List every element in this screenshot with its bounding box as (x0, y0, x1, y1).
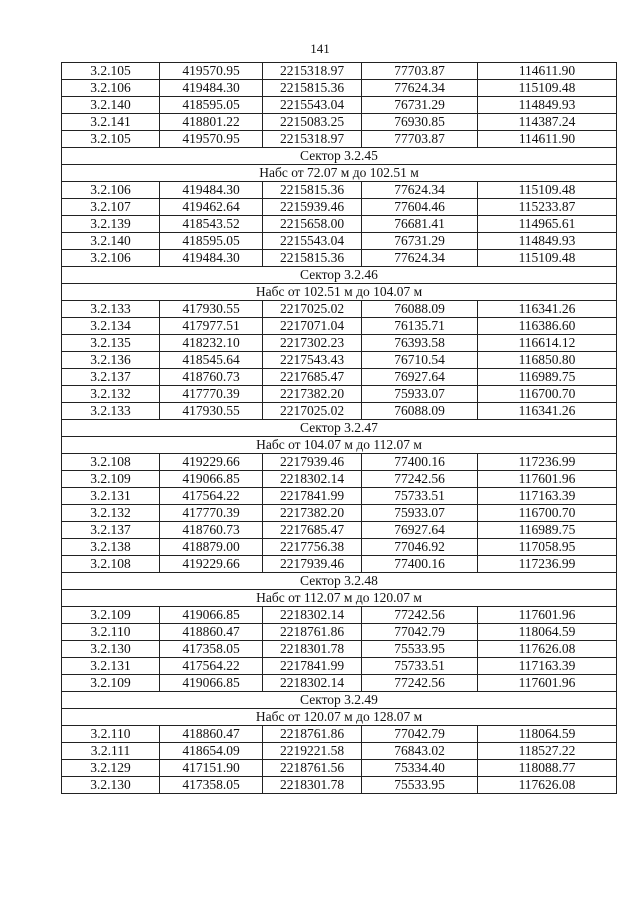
table-row (62, 488, 617, 505)
coord-x1-cell: 418879.00 (160, 539, 263, 556)
table-row (62, 556, 617, 573)
coord-y1-cell: 2217841.99 (263, 658, 362, 675)
coord-y2-cell: 118064.59 (478, 624, 617, 641)
coord-y1-cell: 2217025.02 (263, 403, 362, 420)
point-id-cell: 3.2.109 (62, 607, 160, 624)
point-id-cell: 3.2.106 (62, 182, 160, 199)
coord-x1-cell: 419066.85 (160, 471, 263, 488)
table-row (62, 743, 617, 760)
coord-y2-cell: 117236.99 (478, 556, 617, 573)
point-id-cell: 3.2.111 (62, 743, 160, 760)
coord-x1-cell: 417358.05 (160, 641, 263, 658)
coord-x1-cell: 417930.55 (160, 403, 263, 420)
coord-x2-cell: 77242.56 (362, 471, 478, 488)
coord-x2-cell: 77242.56 (362, 675, 478, 692)
point-id-cell: 3.2.109 (62, 675, 160, 692)
sector-range-row (62, 590, 617, 607)
point-id-cell: 3.2.141 (62, 114, 160, 131)
point-id-cell: 3.2.136 (62, 352, 160, 369)
point-id-cell: 3.2.133 (62, 301, 160, 318)
point-id-cell: 3.2.137 (62, 522, 160, 539)
coord-y1-cell: 2215658.00 (263, 216, 362, 233)
coord-y2-cell: 116989.75 (478, 369, 617, 386)
coord-x2-cell: 77604.46 (362, 199, 478, 216)
coord-x2-cell: 77624.34 (362, 250, 478, 267)
table-row (62, 63, 617, 80)
page-number: 141 (310, 41, 330, 56)
coord-x2-cell: 77624.34 (362, 182, 478, 199)
coord-y1-cell: 2215815.36 (263, 250, 362, 267)
coord-y2-cell: 114965.61 (478, 216, 617, 233)
point-id-cell: 3.2.110 (62, 726, 160, 743)
coord-x2-cell: 77046.92 (362, 539, 478, 556)
coord-y2-cell: 117163.39 (478, 658, 617, 675)
coord-x1-cell: 418760.73 (160, 522, 263, 539)
coord-x2-cell: 77400.16 (362, 556, 478, 573)
coord-y2-cell: 114849.93 (478, 97, 617, 114)
table-row (62, 777, 617, 794)
table-row (62, 80, 617, 97)
table-row (62, 369, 617, 386)
point-id-cell: 3.2.137 (62, 369, 160, 386)
point-id-cell: 3.2.108 (62, 556, 160, 573)
point-id-cell: 3.2.138 (62, 539, 160, 556)
sector-height-range: Набс от 104.07 м до 112.07 м (62, 437, 617, 454)
sector-header-row (62, 148, 617, 165)
coord-x1-cell: 418545.64 (160, 352, 263, 369)
table-row (62, 131, 617, 148)
coord-y1-cell: 2215318.97 (263, 63, 362, 80)
coord-x2-cell: 76088.09 (362, 403, 478, 420)
coord-y2-cell: 118064.59 (478, 726, 617, 743)
point-id-cell: 3.2.130 (62, 777, 160, 794)
table-row (62, 250, 617, 267)
sector-height-range: Набс от 112.07 м до 120.07 м (62, 590, 617, 607)
table-row (62, 216, 617, 233)
table-row (62, 114, 617, 131)
coord-y2-cell: 115109.48 (478, 182, 617, 199)
table-row (62, 641, 617, 658)
coord-y2-cell: 116341.26 (478, 301, 617, 318)
table-row (62, 522, 617, 539)
coord-y2-cell: 117236.99 (478, 454, 617, 471)
coord-y1-cell: 2217685.47 (263, 522, 362, 539)
point-id-cell: 3.2.129 (62, 760, 160, 777)
coord-x2-cell: 76927.64 (362, 369, 478, 386)
coord-x1-cell: 418860.47 (160, 624, 263, 641)
coord-x1-cell: 417930.55 (160, 301, 263, 318)
coord-y2-cell: 116614.12 (478, 335, 617, 352)
coord-y1-cell: 2217071.04 (263, 318, 362, 335)
point-id-cell: 3.2.134 (62, 318, 160, 335)
table-row (62, 658, 617, 675)
coord-x1-cell: 417358.05 (160, 777, 263, 794)
coord-y2-cell: 117601.96 (478, 471, 617, 488)
coord-x2-cell: 76731.29 (362, 97, 478, 114)
point-id-cell: 3.2.140 (62, 97, 160, 114)
sector-header-row (62, 267, 617, 284)
sector-title: Сектор 3.2.47 (62, 420, 617, 437)
table-row (62, 301, 617, 318)
coord-y1-cell: 2218302.14 (263, 675, 362, 692)
coord-x1-cell: 417564.22 (160, 488, 263, 505)
coord-y1-cell: 2215815.36 (263, 80, 362, 97)
coord-x1-cell: 417977.51 (160, 318, 263, 335)
coord-y2-cell: 115109.48 (478, 80, 617, 97)
coord-y2-cell: 115233.87 (478, 199, 617, 216)
coordinates-table (61, 62, 617, 794)
coord-x1-cell: 418595.05 (160, 97, 263, 114)
coord-y1-cell: 2217302.23 (263, 335, 362, 352)
coord-x1-cell: 418860.47 (160, 726, 263, 743)
coord-y1-cell: 2218301.78 (263, 641, 362, 658)
coord-y1-cell: 2218761.86 (263, 624, 362, 641)
coord-x2-cell: 76843.02 (362, 743, 478, 760)
table-row (62, 403, 617, 420)
coord-y2-cell: 115109.48 (478, 250, 617, 267)
coord-y1-cell: 2217025.02 (263, 301, 362, 318)
sector-header-row (62, 573, 617, 590)
coord-x1-cell: 419462.64 (160, 199, 263, 216)
coord-x2-cell: 75933.07 (362, 505, 478, 522)
coord-y2-cell: 114849.93 (478, 233, 617, 250)
coord-y1-cell: 2218302.14 (263, 607, 362, 624)
sector-range-row (62, 284, 617, 301)
coord-y2-cell: 117601.96 (478, 607, 617, 624)
point-id-cell: 3.2.132 (62, 505, 160, 522)
coord-x2-cell: 75733.51 (362, 488, 478, 505)
coord-x1-cell: 419570.95 (160, 63, 263, 80)
coord-y2-cell: 116850.80 (478, 352, 617, 369)
coord-x2-cell: 75733.51 (362, 658, 478, 675)
coord-y1-cell: 2219221.58 (263, 743, 362, 760)
coord-x2-cell: 77400.16 (362, 454, 478, 471)
point-id-cell: 3.2.130 (62, 641, 160, 658)
coord-y1-cell: 2218761.56 (263, 760, 362, 777)
point-id-cell: 3.2.131 (62, 488, 160, 505)
sector-range-row (62, 437, 617, 454)
table-row (62, 471, 617, 488)
coord-y2-cell: 114387.24 (478, 114, 617, 131)
coord-y2-cell: 116700.70 (478, 386, 617, 403)
coord-y1-cell: 2215543.04 (263, 97, 362, 114)
table-row (62, 318, 617, 335)
coord-y1-cell: 2217841.99 (263, 488, 362, 505)
point-id-cell: 3.2.106 (62, 80, 160, 97)
coord-x1-cell: 419484.30 (160, 182, 263, 199)
coord-x2-cell: 77624.34 (362, 80, 478, 97)
coord-y1-cell: 2215083.25 (263, 114, 362, 131)
table-row (62, 352, 617, 369)
table-row (62, 335, 617, 352)
coord-y1-cell: 2217685.47 (263, 369, 362, 386)
table-row (62, 675, 617, 692)
point-id-cell: 3.2.140 (62, 233, 160, 250)
coord-y1-cell: 2217382.20 (263, 505, 362, 522)
coord-y2-cell: 117626.08 (478, 777, 617, 794)
coord-y2-cell: 117163.39 (478, 488, 617, 505)
point-id-cell: 3.2.110 (62, 624, 160, 641)
table-row (62, 607, 617, 624)
table-row (62, 624, 617, 641)
point-id-cell: 3.2.108 (62, 454, 160, 471)
coord-x1-cell: 418760.73 (160, 369, 263, 386)
sector-title: Сектор 3.2.49 (62, 692, 617, 709)
coord-x1-cell: 417770.39 (160, 386, 263, 403)
coord-x1-cell: 417770.39 (160, 505, 263, 522)
coord-x2-cell: 75533.95 (362, 777, 478, 794)
point-id-cell: 3.2.105 (62, 63, 160, 80)
coord-x2-cell: 77242.56 (362, 607, 478, 624)
coord-y2-cell: 114611.90 (478, 63, 617, 80)
coord-x1-cell: 419484.30 (160, 250, 263, 267)
point-id-cell: 3.2.135 (62, 335, 160, 352)
coord-x2-cell: 76088.09 (362, 301, 478, 318)
point-id-cell: 3.2.105 (62, 131, 160, 148)
coord-x1-cell: 419229.66 (160, 454, 263, 471)
point-id-cell: 3.2.107 (62, 199, 160, 216)
coord-y2-cell: 117601.96 (478, 675, 617, 692)
coord-x2-cell: 75334.40 (362, 760, 478, 777)
coord-y2-cell: 118527.22 (478, 743, 617, 760)
sector-title: Сектор 3.2.46 (62, 267, 617, 284)
table-row (62, 539, 617, 556)
coord-y2-cell: 114611.90 (478, 131, 617, 148)
coord-y2-cell: 116989.75 (478, 522, 617, 539)
sector-height-range: Набс от 72.07 м до 102.51 м (62, 165, 617, 182)
coord-x1-cell: 419570.95 (160, 131, 263, 148)
coord-x1-cell: 417564.22 (160, 658, 263, 675)
coord-y1-cell: 2215815.36 (263, 182, 362, 199)
coord-y2-cell: 117626.08 (478, 641, 617, 658)
coord-x2-cell: 77042.79 (362, 624, 478, 641)
coord-x1-cell: 418595.05 (160, 233, 263, 250)
coord-x1-cell: 419484.30 (160, 80, 263, 97)
coord-y2-cell: 117058.95 (478, 539, 617, 556)
coord-y1-cell: 2218761.86 (263, 726, 362, 743)
coord-x1-cell: 418654.09 (160, 743, 263, 760)
coord-x2-cell: 76135.71 (362, 318, 478, 335)
table-row (62, 233, 617, 250)
table-row (62, 505, 617, 522)
coord-x1-cell: 419229.66 (160, 556, 263, 573)
coord-x2-cell: 76393.58 (362, 335, 478, 352)
coord-y1-cell: 2217939.46 (263, 556, 362, 573)
coord-y1-cell: 2217939.46 (263, 454, 362, 471)
coord-x1-cell: 419066.85 (160, 607, 263, 624)
point-id-cell: 3.2.109 (62, 471, 160, 488)
coord-y1-cell: 2217756.38 (263, 539, 362, 556)
table-row (62, 182, 617, 199)
sector-range-row (62, 709, 617, 726)
coord-x2-cell: 77703.87 (362, 131, 478, 148)
sector-range-row (62, 165, 617, 182)
coord-x2-cell: 76927.64 (362, 522, 478, 539)
table-row (62, 726, 617, 743)
coord-y2-cell: 116386.60 (478, 318, 617, 335)
point-id-cell: 3.2.139 (62, 216, 160, 233)
coord-x2-cell: 76930.85 (362, 114, 478, 131)
point-id-cell: 3.2.132 (62, 386, 160, 403)
coord-y2-cell: 116700.70 (478, 505, 617, 522)
coord-x1-cell: 417151.90 (160, 760, 263, 777)
coord-x1-cell: 418801.22 (160, 114, 263, 131)
point-id-cell: 3.2.133 (62, 403, 160, 420)
coord-y2-cell: 116341.26 (478, 403, 617, 420)
coord-x2-cell: 76681.41 (362, 216, 478, 233)
sector-header-row (62, 420, 617, 437)
coord-x2-cell: 75533.95 (362, 641, 478, 658)
table-row (62, 454, 617, 471)
table-row (62, 199, 617, 216)
coord-x1-cell: 419066.85 (160, 675, 263, 692)
coord-y1-cell: 2217382.20 (263, 386, 362, 403)
sector-header-row (62, 692, 617, 709)
coord-x1-cell: 418232.10 (160, 335, 263, 352)
sector-title: Сектор 3.2.45 (62, 148, 617, 165)
point-id-cell: 3.2.106 (62, 250, 160, 267)
sector-title: Сектор 3.2.48 (62, 573, 617, 590)
coord-y2-cell: 118088.77 (478, 760, 617, 777)
table-row (62, 760, 617, 777)
sector-height-range: Набс от 102.51 м до 104.07 м (62, 284, 617, 301)
coord-y1-cell: 2215318.97 (263, 131, 362, 148)
coord-y1-cell: 2218301.78 (263, 777, 362, 794)
table-row (62, 97, 617, 114)
table-row (62, 386, 617, 403)
sector-height-range: Набс от 120.07 м до 128.07 м (62, 709, 617, 726)
coord-x2-cell: 77703.87 (362, 63, 478, 80)
coord-y1-cell: 2215543.04 (263, 233, 362, 250)
coordinates-table-body (62, 63, 617, 794)
coord-x1-cell: 418543.52 (160, 216, 263, 233)
point-id-cell: 3.2.131 (62, 658, 160, 675)
coord-y1-cell: 2215939.46 (263, 199, 362, 216)
coord-x2-cell: 77042.79 (362, 726, 478, 743)
coord-y1-cell: 2218302.14 (263, 471, 362, 488)
coord-x2-cell: 76731.29 (362, 233, 478, 250)
coord-x2-cell: 75933.07 (362, 386, 478, 403)
coord-y1-cell: 2217543.43 (263, 352, 362, 369)
coord-x2-cell: 76710.54 (362, 352, 478, 369)
